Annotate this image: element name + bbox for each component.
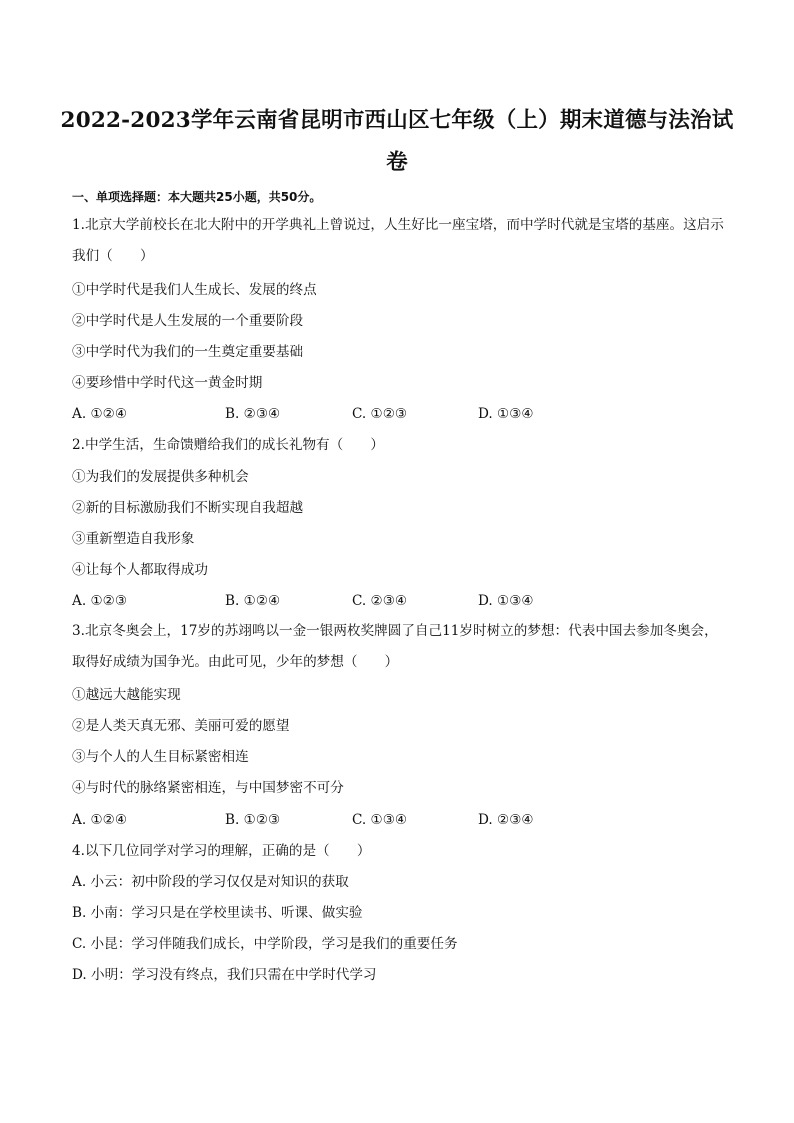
question-2-options [72, 593, 632, 609]
question-4-choice-a: A. 小云：初中阶段的学习仅仅是对知识的获取 [72, 874, 349, 890]
question-2-statement-1: ①为我们的发展提供多种机会 [72, 469, 249, 485]
question-3-statement-1: ①越远大越能实现 [72, 687, 181, 703]
question-1-options [72, 406, 632, 422]
question-2-statement-2: ②新的目标激励我们不断实现自我超越 [72, 500, 304, 516]
question-1-stem: 1.北京大学前校长在北大附中的开学典礼上曾说过，人生好比一座宝塔，而中学时代就是宝塔的基座。这启示我们（ ） [72, 217, 724, 264]
question-1-option-d: D. ①③④ [478, 406, 534, 422]
question-4-choice-c: C. 小昆：学习伴随我们成长，中学阶段，学习是我们的重要任务 [72, 936, 458, 952]
question-1-statement-1: ①中学时代是我们人生成长、发展的终点 [72, 282, 317, 298]
exam-title: 2022-2023学年云南省昆明市西山区七年级（上）期末道德与法治试卷 [60, 108, 734, 175]
question-2-stem: 2.中学生活，生命馈赠给我们的成长礼物有（ ） [72, 437, 385, 453]
question-3-statement-2: ②是人类天真无邪、美丽可爱的愿望 [72, 718, 290, 734]
question-3-option-d: D. ②③④ [478, 812, 534, 828]
question-1-option-a: A. ①②④ [72, 406, 128, 422]
section-heading: 一、单项选择题：本大题共25小题，共50分。 [72, 190, 322, 204]
question-4-choice-b: B. 小南：学习只是在学校里读书、听课、做实验 [72, 905, 363, 921]
question-1-option-b: B. ②③④ [225, 406, 281, 422]
question-1-statement-2: ②中学时代是人生发展的一个重要阶段 [72, 313, 304, 329]
question-2-statement-4: ④让每个人都取得成功 [72, 562, 208, 578]
question-3-statement-4: ④与时代的脉络紧密相连，与中国梦密不可分 [72, 780, 344, 796]
question-4-choice-d: D. 小明：学习没有终点，我们只需在中学时代学习 [72, 967, 377, 983]
question-2-option-c: C. ②③④ [352, 593, 408, 609]
question-3-option-a: A. ①②④ [72, 812, 128, 828]
question-2-statement-3: ③重新塑造自我形象 [72, 531, 195, 547]
question-3-option-c: C. ①③④ [352, 812, 408, 828]
question-1-statement-3: ③中学时代为我们的一生奠定重要基础 [72, 344, 304, 360]
question-3-option-b: B. ①②③ [225, 812, 281, 828]
question-1-statement-4: ④要珍惜中学时代这一黄金时期 [72, 375, 263, 391]
question-4-stem: 4.以下几位同学对学习的理解，正确的是（ ） [72, 843, 371, 859]
question-2-option-d: D. ①③④ [478, 593, 534, 609]
question-2-option-a: A. ①②③ [72, 593, 128, 609]
question-1-option-c: C. ①②③ [352, 406, 408, 422]
question-3-options [72, 812, 632, 828]
question-2-option-b: B. ①②④ [225, 593, 281, 609]
question-3-stem: 3.北京冬奥会上，17岁的苏翊鸣以一金一银两枚奖牌圆了自己11岁时树立的梦想：代表中国去参加冬奥会，取得好成绩为国争光。由此可见，少年的梦想（ ） [72, 623, 718, 670]
question-3-statement-3: ③与个人的人生目标紧密相连 [72, 749, 249, 765]
